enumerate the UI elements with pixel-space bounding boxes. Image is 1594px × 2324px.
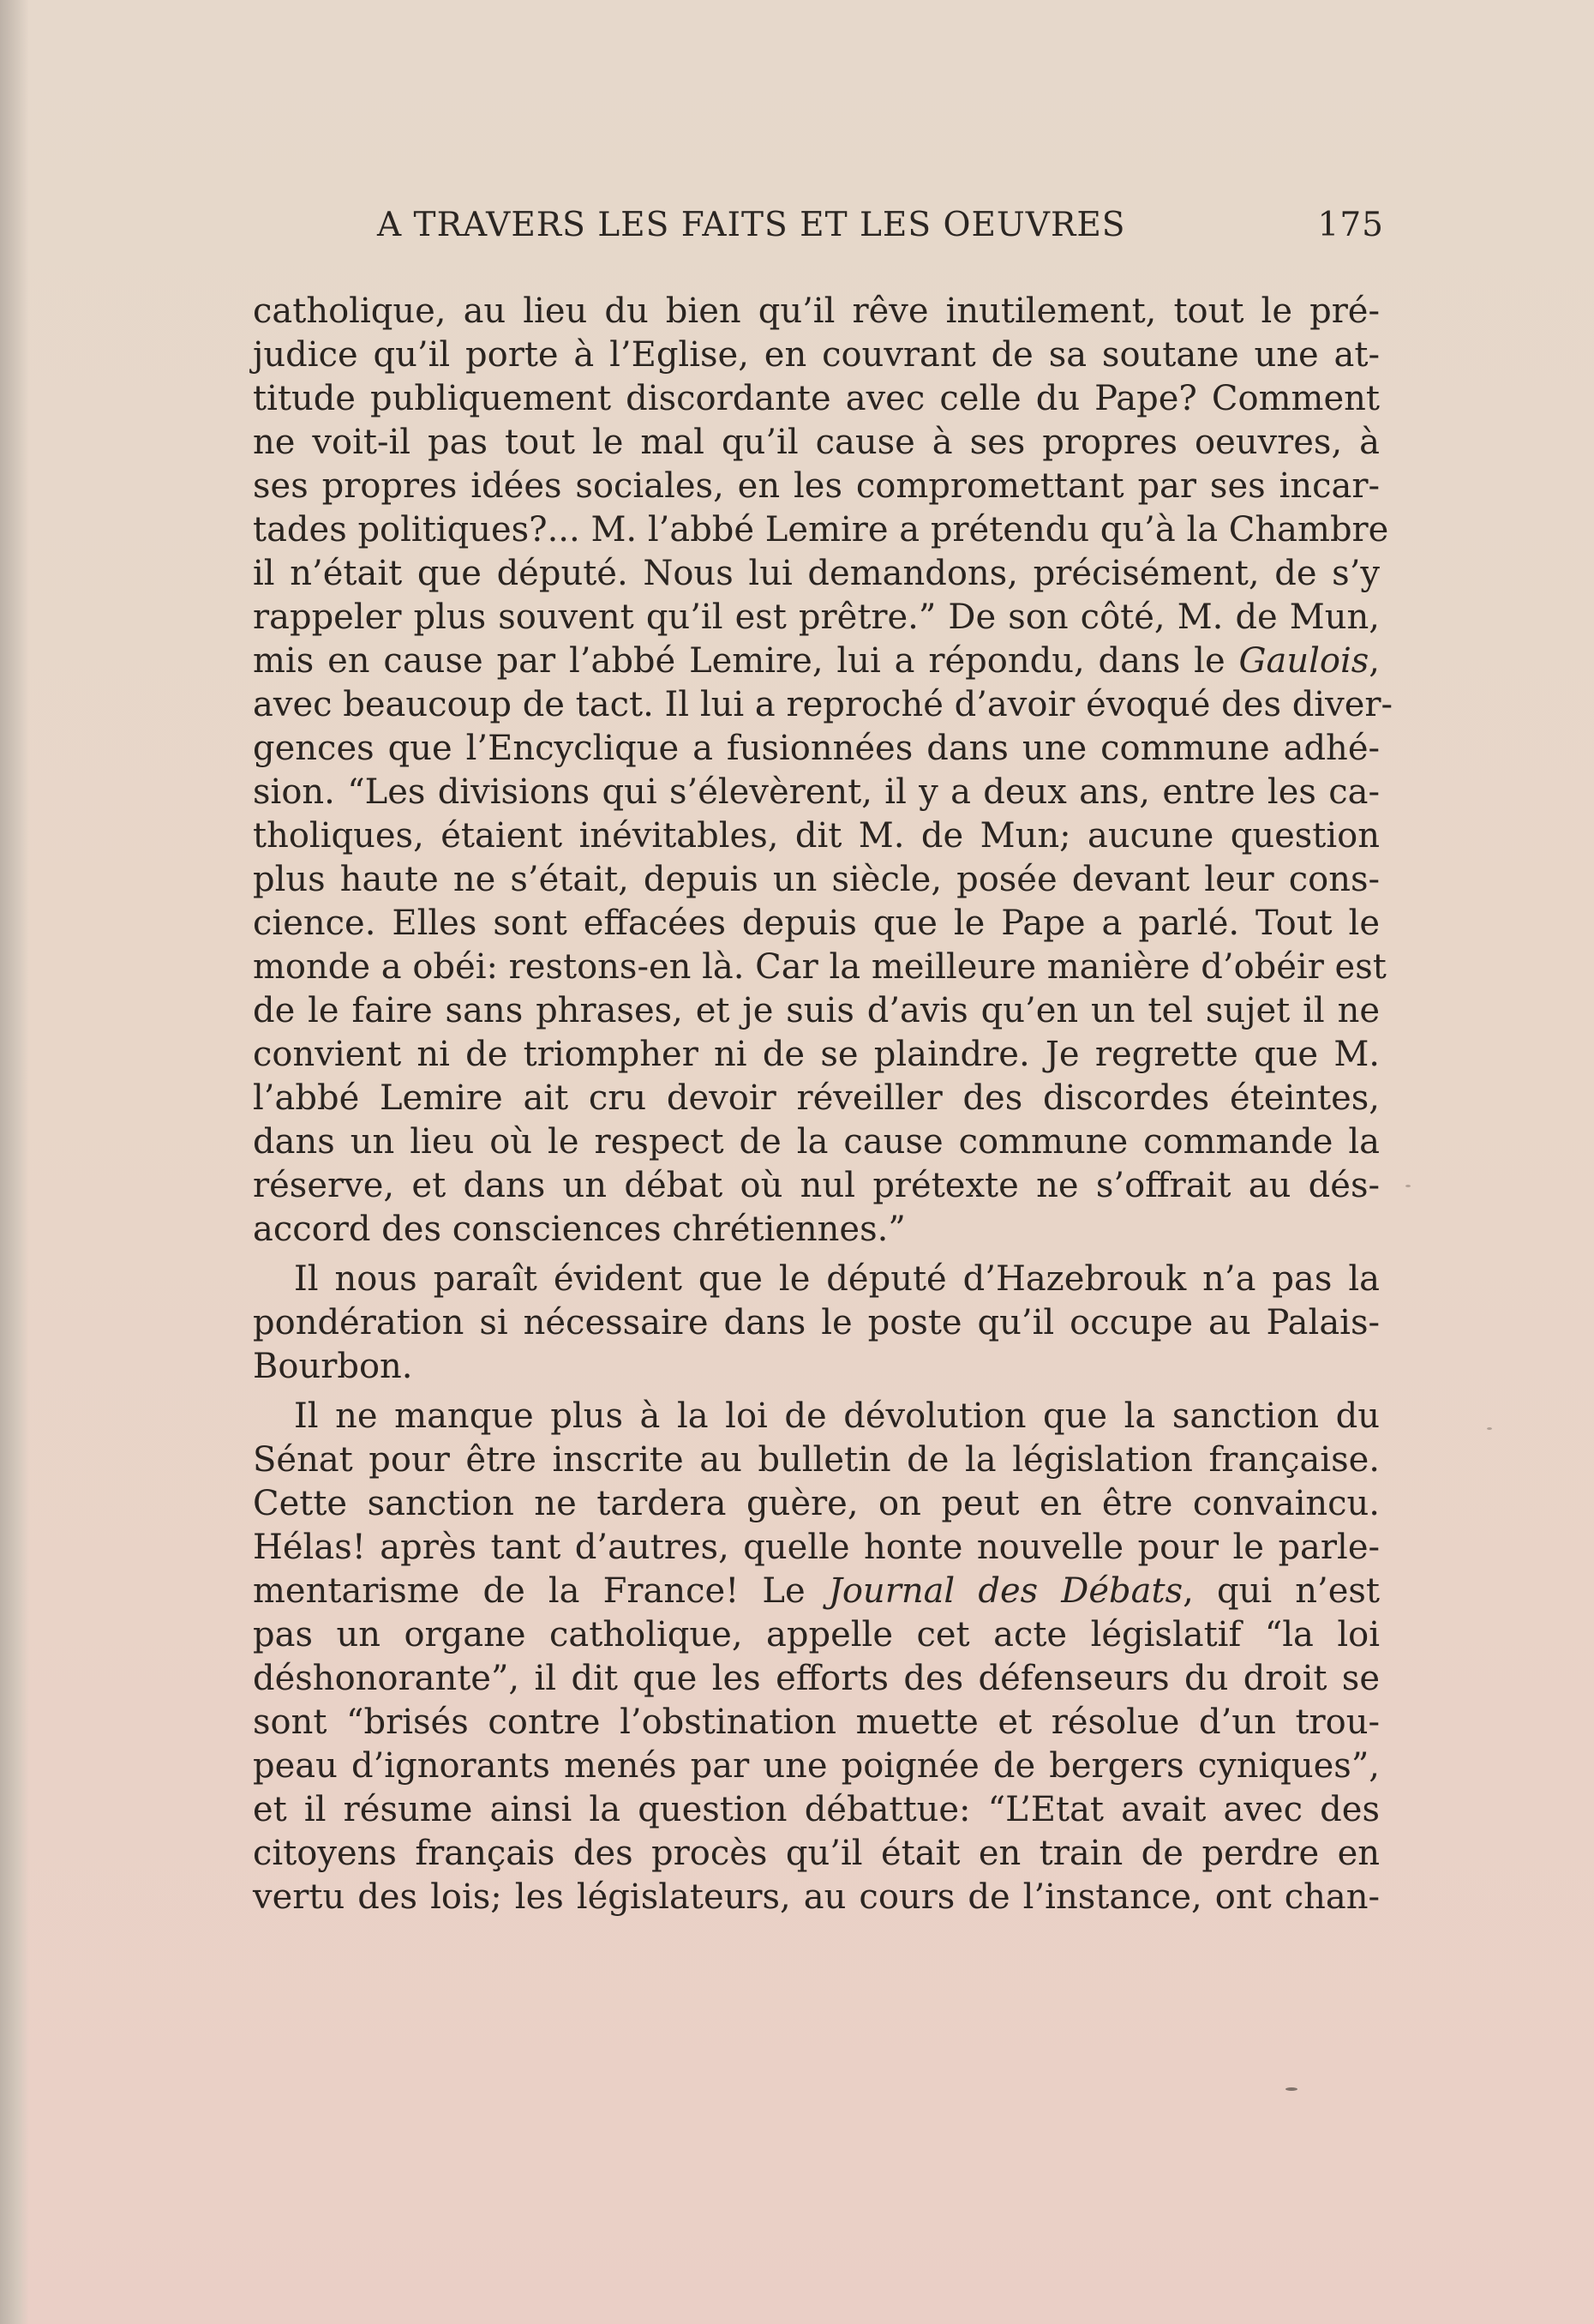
text-line: gences que l’Encyclique a fusionnées dans une commune adhé- — [253, 729, 1380, 768]
text-line: Il nous paraît évident que le député d’Hazebrouk n’a pas la — [294, 1259, 1380, 1299]
text-line: avec beaucoup de tact. Il lui a reproché d’avoir évoqué des diver- — [253, 685, 1393, 724]
text-line: l’abbé Lemire ait cru devoir réveiller des discordes éteintes, — [253, 1078, 1380, 1118]
italic-title-gaulois: Gaulois — [1238, 641, 1369, 681]
text-line: accord des consciences chrétiennes.” — [253, 1210, 906, 1249]
text-line: ne voit-il pas tout le mal qu’il cause à ses propres oeuvres, à — [253, 423, 1380, 462]
paper-speck — [1285, 2087, 1297, 2091]
binding-gutter — [0, 0, 29, 2324]
italic-title-journal-des-debats: Journal des Débats — [828, 1571, 1184, 1611]
text-line: sont “brisés contre l’obstination muette et résolue d’un trou- — [253, 1702, 1380, 1742]
text-line: mis en cause par l’abbé Lemire, lui a répondu, dans le Gaulois, — [253, 641, 1380, 681]
text-line: réserve, et dans un débat où nul prétexte ne s’offrait au dés- — [253, 1166, 1380, 1205]
text-line: pondération si nécessaire dans le poste qu’il occupe au Palais- — [253, 1303, 1380, 1342]
text-line: cience. Elles sont effacées depuis que le Pape a parlé. Tout le — [253, 904, 1380, 943]
running-header — [377, 206, 1384, 257]
text-line: judice qu’il porte à l’Eglise, en couvrant de sa soutane une at- — [253, 335, 1380, 375]
text-line: rappeler plus souvent qu’il est prêtre.” De son côté, M. de Mun, — [253, 598, 1380, 637]
text-line: ses propres idées sociales, en les compromettant par ses incar- — [253, 466, 1380, 506]
paper-speck — [1487, 1427, 1492, 1430]
text-line: Il ne manque plus à la loi de dévolution que la sanction du — [294, 1396, 1380, 1436]
text-line: Hélas! après tant d’autres, quelle honte nouvelle pour le parle- — [253, 1528, 1380, 1567]
text-line: citoyens français des procès qu’il était en train de perdre en — [253, 1834, 1380, 1873]
text-line: Cette sanction ne tardera guère, on peut en être convaincu. — [253, 1484, 1380, 1523]
text-line: peau d’ignorants menés par une poignée de bergers cyniques”, — [253, 1746, 1380, 1786]
page-number: 175 — [1317, 206, 1384, 244]
text-line: il n’était que député. Nous lui demandons, précisément, de s’y — [253, 554, 1380, 593]
text-line: titude publiquement discordante avec celle du Pape? Comment — [253, 379, 1380, 418]
text-line: mentarisme de la France! Le Journal des Débats, qui n’est — [253, 1571, 1380, 1611]
text-line: dans un lieu où le respect de la cause commune commande la — [253, 1122, 1380, 1162]
text-line: pas un organe catholique, appelle cet acte législatif “la loi — [253, 1615, 1380, 1654]
text-line: catholique, au lieu du bien qu’il rêve inutilement, tout le pré- — [253, 291, 1380, 331]
text-line: et il résume ainsi la question débattue: “L’Etat avait avec des — [253, 1790, 1380, 1829]
body-text — [253, 290, 1393, 1919]
text-line: tades politiques?... M. l’abbé Lemire a prétendu qu’à la Chambre — [253, 510, 1389, 549]
text-line: déshonorante”, il dit que les efforts des défenseurs du droit se — [253, 1659, 1380, 1698]
text-line: Sénat pour être inscrite au bulletin de la législation française. — [253, 1440, 1380, 1480]
text-line: vertu des lois; les législateurs, au cours de l’instance, ont chan- — [253, 1877, 1380, 1917]
text-line: de le faire sans phrases, et je suis d’avis qu’en un tel sujet il ne — [253, 991, 1380, 1030]
running-title: A TRAVERS LES FAITS ET LES OEUVRES — [377, 206, 1126, 244]
text-line: convient ni de triompher ni de se plaindre. Je regrette que M. — [253, 1035, 1380, 1074]
text-line: Bourbon. — [253, 1347, 413, 1386]
text-line: sion. “Les divisions qui s’élevèrent, il y a deux ans, entre les ca- — [253, 772, 1380, 812]
text-line: monde a obéi: restons-en là. Car la meilleure manière d’obéir est — [253, 947, 1387, 987]
text-line: plus haute ne s’était, depuis un siècle, posée devant leur cons- — [253, 860, 1380, 899]
text-line: tholiques, étaient inévitables, dit M. de Mun; aucune question — [253, 816, 1380, 856]
paper-speck — [1405, 1185, 1411, 1187]
